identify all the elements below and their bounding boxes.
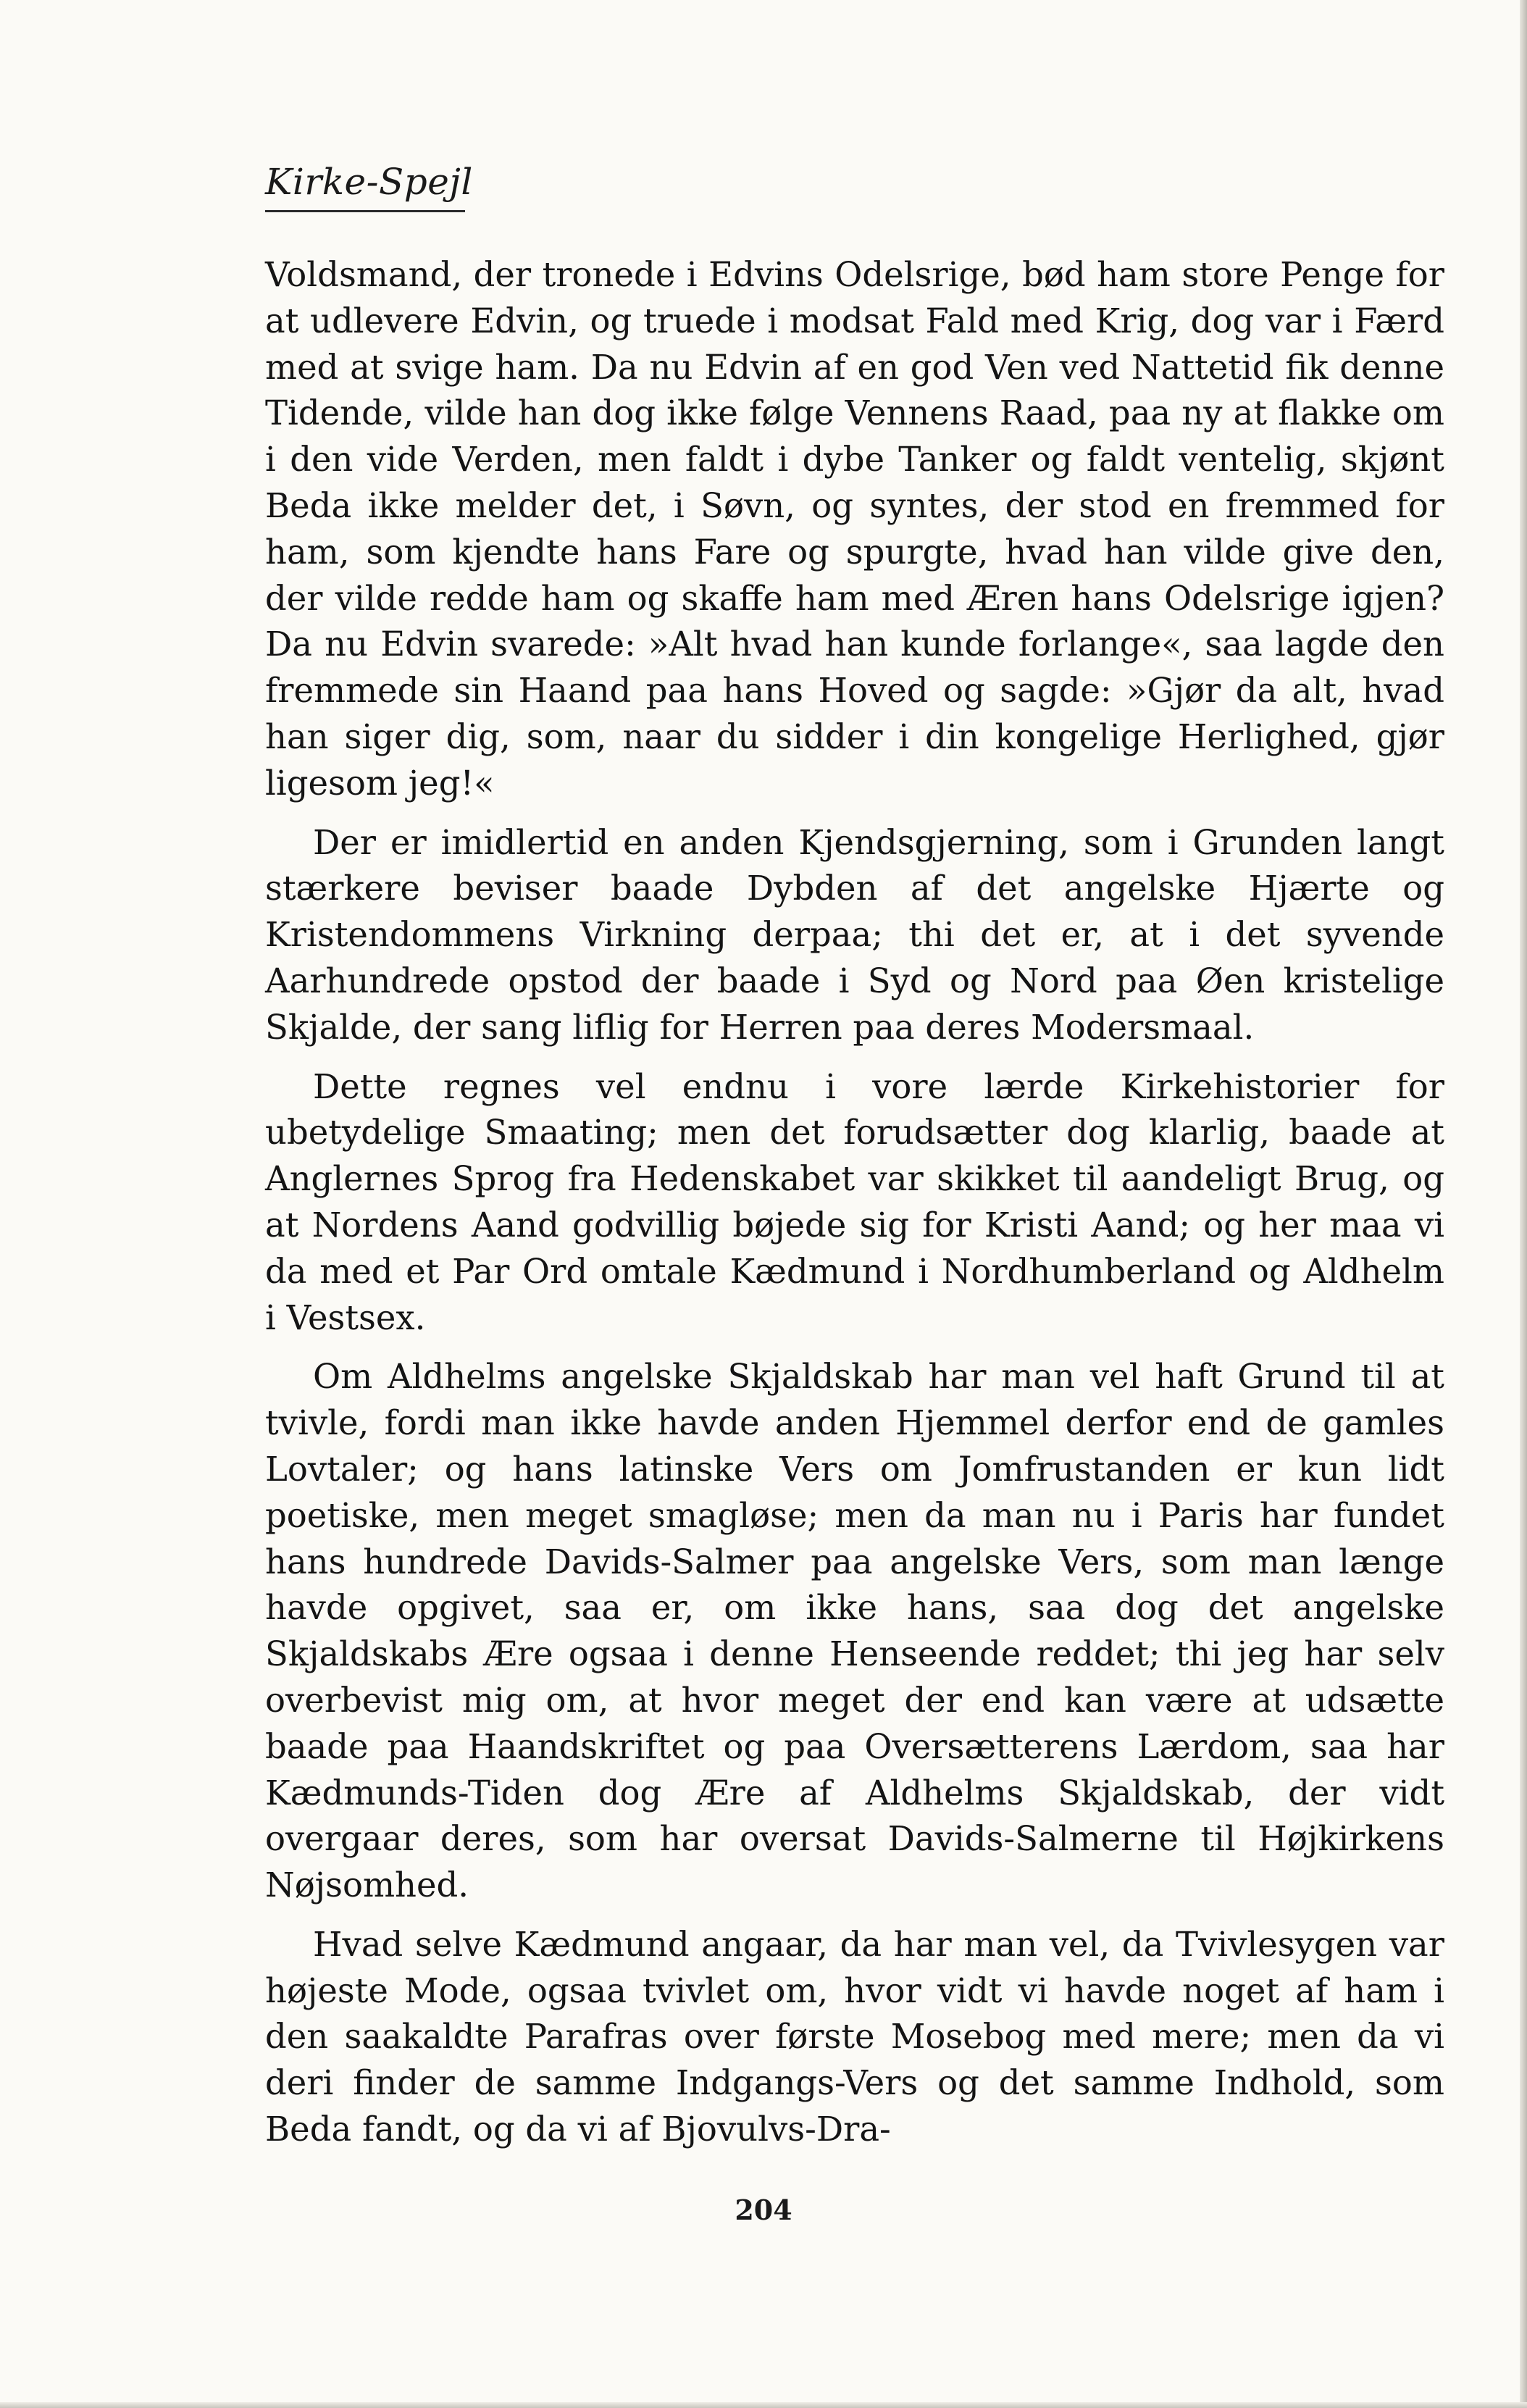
paragraph-5: Hvad selve Kædmund angaar, da har man vel, da Tvivlesygen var højeste Mode, ogsaa tvivlet om, hvor vidt vi havde noget af ham i den saakaldte Parafras over første Mosebog med mere; men da vi deri finder de samme Indgangs-Vers og det samme Indhold, som Beda fandt, og da vi af Bjovulvs-Dra- [265, 1924, 1444, 2149]
page-edge-shadow-right [1520, 0, 1527, 2408]
paragraph-4: Om Aldhelms angelske Skjaldskab har man vel haft Grund til at tvivle, fordi man ikke havde anden Hjemmel derfor end de gamles Lovtaler; og hans latinske Vers om Jomfrustanden er kun lidt poetiske, men meget smagløse; men da man nu i Paris har fundet hans hundrede Davids-Salmer paa angelske Vers, som man længe havde opgivet, saa er, om ikke hans, saa dog det angelske Skjaldskabs Ære ogsaa i denne Henseende reddet; thi jeg har selv overbevist mig om, at hvor meget der end kan være at udsætte baade paa Haandskriftet og paa Oversætterens Lærdom, saa har Kædmunds-Tiden dog Ære af Aldhelms Skjaldskab, der vidt overgaar deres, som har oversat Davids-Salmerne til Højkirkens Nøjsomhed. [265, 1357, 1444, 1905]
paragraph-1: Voldsmand, der tronede i Edvins Odelsrige, bød ham store Penge for at udlevere Edvin, og truede i modsat Fald med Krig, dog var i Færd med at svige ham. Da nu Edvin af en god Ven ved Nattetid fik denne Tidende, vilde han dog ikke følge Vennens Raad, paa ny at flakke om i den vide Verden, men faldt i dybe Tanker og faldt ventelig, skjønt Beda ikke melder det, i Søvn, og syntes, der stod en fremmed for ham, som kjendte hans Fare og spurgte, hvad han vilde give den, der vilde redde ham og skaffe ham med Æren hans Odelsrige igjen? Da nu Edvin svarede: »Alt hvad han kunde forlange«, saa lagde den fremmede sin Haand paa hans Hoved og sagde: »Gjør da alt, hvad han siger dig, som, naar du sidder i din kongelige Herlighed, gjør ligesom jeg!« [265, 255, 1444, 803]
running-head: Kirke-Spejl [265, 161, 473, 203]
paragraph-3: Dette regnes vel endnu i vore lærde Kirkehistorier for ubetydelige Smaating; men det forudsætter dog klarlig, baade at Anglernes Sprog fra Hedenskabet var skikket til aandeligt Brug, og at Nordens Aand godvillig bøjede sig for Kristi Aand; og her maa vi da med et Par Ord omtale Kædmund i Nordhumberland og Aldhelm i Vestsex. [265, 1066, 1444, 1337]
page-edge-shadow-bottom [0, 2402, 1527, 2408]
page-number: 204 [735, 2194, 792, 2226]
body-text [265, 252, 1444, 2153]
paragraph-2: Der er imidlertid en anden Kjendsgjerning, som i Grunden langt stærkere beviser baade Dybden af det angelske Hjærte og Kristendommens Virkning derpaa; thi det er, at i det syvende Aarhundrede opstod der baade i Syd og Nord paa Øen kristelige Skjalde, der sang liflig for Herren paa deres Modersmaal. [265, 822, 1444, 1047]
running-head-underline [265, 210, 465, 212]
